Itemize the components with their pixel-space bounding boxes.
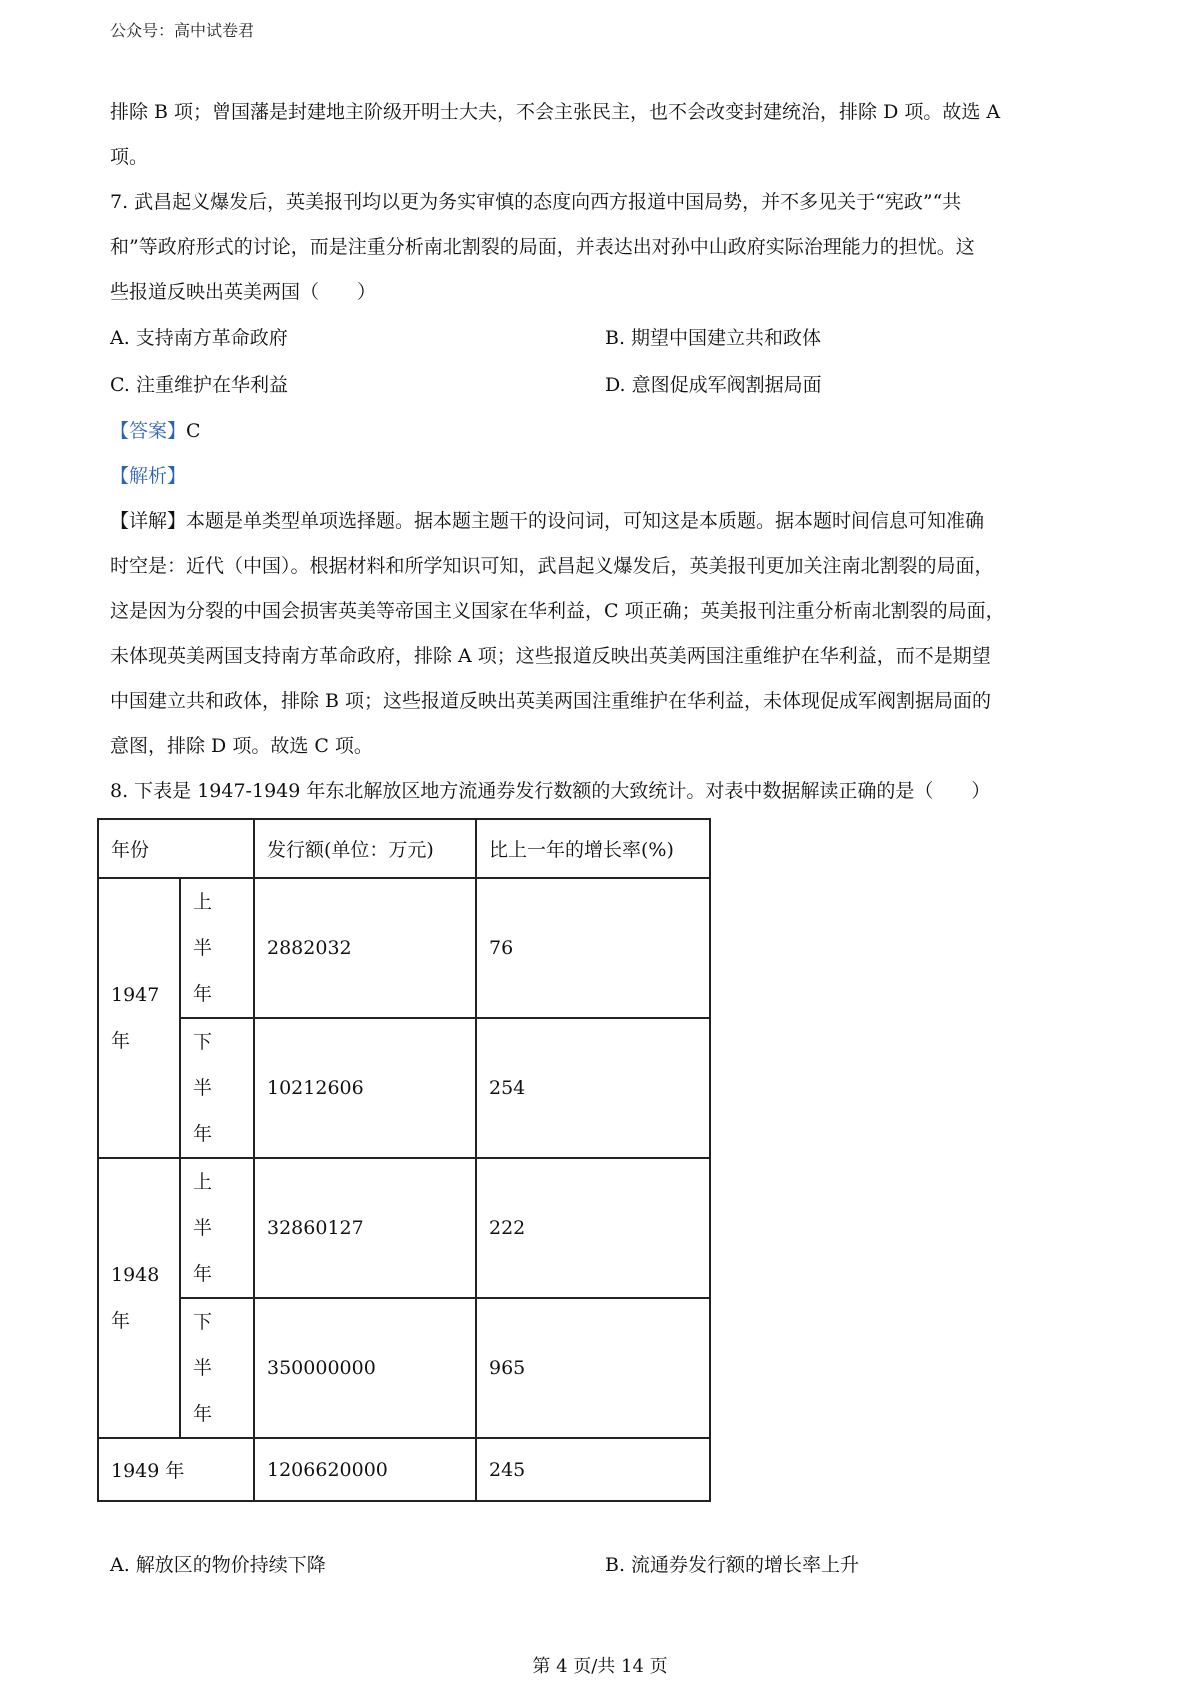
table-row xyxy=(98,878,710,1018)
option-a: A. 支持南方革命政府 xyxy=(110,327,288,349)
half-label: 下 半 xyxy=(193,1311,215,1379)
analysis-tag: 【解析】 xyxy=(110,465,187,487)
question-7-options-row xyxy=(110,315,1100,362)
half-suffix: 年 xyxy=(193,1263,215,1285)
half-cell xyxy=(180,1158,254,1298)
table-row xyxy=(98,1298,710,1438)
question-7-options-row xyxy=(110,362,1100,409)
detail-line: 未体现英美两国支持南方革命政府，排除 A 项；这些报道反映出英美两国注重维护在华利益，而不是期望 xyxy=(110,645,991,667)
year-suffix: 年 xyxy=(111,1030,131,1052)
answer-value: C xyxy=(186,420,201,442)
option-b: B. 流通券发行额的增长率上升 xyxy=(605,1554,860,1576)
option-a: A. 解放区的物价持续下降 xyxy=(110,1554,326,1576)
question-8-stem: 8. 下表是 1947-1949 年东北解放区地方流通券发行数额的大致统计。对表中数据解读正确的是（ ） xyxy=(110,780,991,802)
rate-cell: 76 xyxy=(476,878,710,1018)
year-number: 1947 xyxy=(111,984,160,1006)
half-suffix: 年 xyxy=(193,1403,215,1425)
page-footer: 第 4 页/共 14 页 xyxy=(532,1656,668,1677)
year-number: 1948 xyxy=(111,1264,160,1286)
header-year: 年份 xyxy=(98,819,254,878)
half-cell xyxy=(180,1018,254,1158)
question-8 xyxy=(110,769,1100,1589)
prev-answer-line: 排除 B 项；曾国藩是封建地主阶级开明士大夫，不会主张民主，也不会改变封建统治，排除 D 项。故选 A xyxy=(110,101,1001,123)
amount-cell: 32860127 xyxy=(254,1158,476,1298)
year-cell-1947 xyxy=(98,878,180,1158)
detail-line: 意图，排除 D 项。故选 C 项。 xyxy=(110,735,373,757)
half-cell xyxy=(180,1298,254,1438)
amount-cell: 2882032 xyxy=(254,878,476,1018)
table-row xyxy=(98,1158,710,1298)
half-cell xyxy=(180,878,254,1018)
detail-line: 【详解】本题是单类型单项选择题。据本题主题干的设问词，可知这是本质题。据本题时间信息可知准确 xyxy=(110,510,985,532)
year-cell-1949: 1949 年 xyxy=(98,1438,254,1501)
amount-cell: 350000000 xyxy=(254,1298,476,1438)
question-7 xyxy=(110,180,1100,769)
amount-cell: 10212606 xyxy=(254,1018,476,1158)
amount-cell: 1206620000 xyxy=(254,1438,476,1501)
table-header-row xyxy=(98,819,710,878)
option-d: D. 意图促成军阀割据局面 xyxy=(605,374,822,396)
table-row xyxy=(98,1018,710,1158)
rate-cell: 965 xyxy=(476,1298,710,1438)
question-8-options-row xyxy=(110,1542,1100,1589)
half-label: 下 半 xyxy=(193,1031,215,1099)
answer-tag: 【答案】 xyxy=(110,420,187,442)
half-suffix: 年 xyxy=(193,1123,215,1145)
table-row xyxy=(98,1438,710,1501)
detail-line: 时空是：近代（中国）。根据材料和所学知识可知，武昌起义爆发后，英美报刊更加关注南北割裂的局面， xyxy=(110,555,994,577)
rate-cell: 254 xyxy=(476,1018,710,1158)
data-table xyxy=(97,818,711,1502)
rate-cell: 245 xyxy=(476,1438,710,1501)
header-amount: 发行额(单位：万元) xyxy=(254,819,476,878)
question-7-stem-line: 和”等政府形式的讨论，而是注重分析南北割裂的局面，并表达出对孙中山政府实际治理能力的担忧。这 xyxy=(110,236,975,258)
page-content xyxy=(110,90,1100,1589)
year-cell-1948 xyxy=(98,1158,180,1438)
page-header: 公众号：高中试卷君 xyxy=(110,21,255,40)
half-suffix: 年 xyxy=(193,983,215,1005)
option-c: C. 注重维护在华利益 xyxy=(110,374,288,396)
question-7-stem-line: 7. 武昌起义爆发后，英美报刊均以更为务实审慎的态度向西方报道中国局势，并不多见关于“宪政”“共 xyxy=(110,191,962,213)
year-suffix: 年 xyxy=(111,1310,131,1332)
half-label: 上 半 xyxy=(193,891,215,959)
header-rate: 比上一年的增长率(%) xyxy=(476,819,710,878)
prev-answer-line: 项。 xyxy=(110,146,149,168)
question-7-stem-line: 些报道反映出英美两国（ ） xyxy=(110,281,377,303)
detail-line: 这是因为分裂的中国会损害英美等帝国主义国家在华利益，C 项正确；英美报刊注重分析南北割裂的局面， xyxy=(110,600,1005,622)
option-b: B. 期望中国建立共和政体 xyxy=(605,327,822,349)
data-table-wrapper xyxy=(97,818,1100,1502)
detail-line: 中国建立共和政体，排除 B 项；这些报道反映出英美两国注重维护在华利益，未体现促成军阀割据局面的 xyxy=(110,690,992,712)
rate-cell: 222 xyxy=(476,1158,710,1298)
half-label: 上 半 xyxy=(193,1171,215,1239)
answer-line xyxy=(110,409,1100,454)
